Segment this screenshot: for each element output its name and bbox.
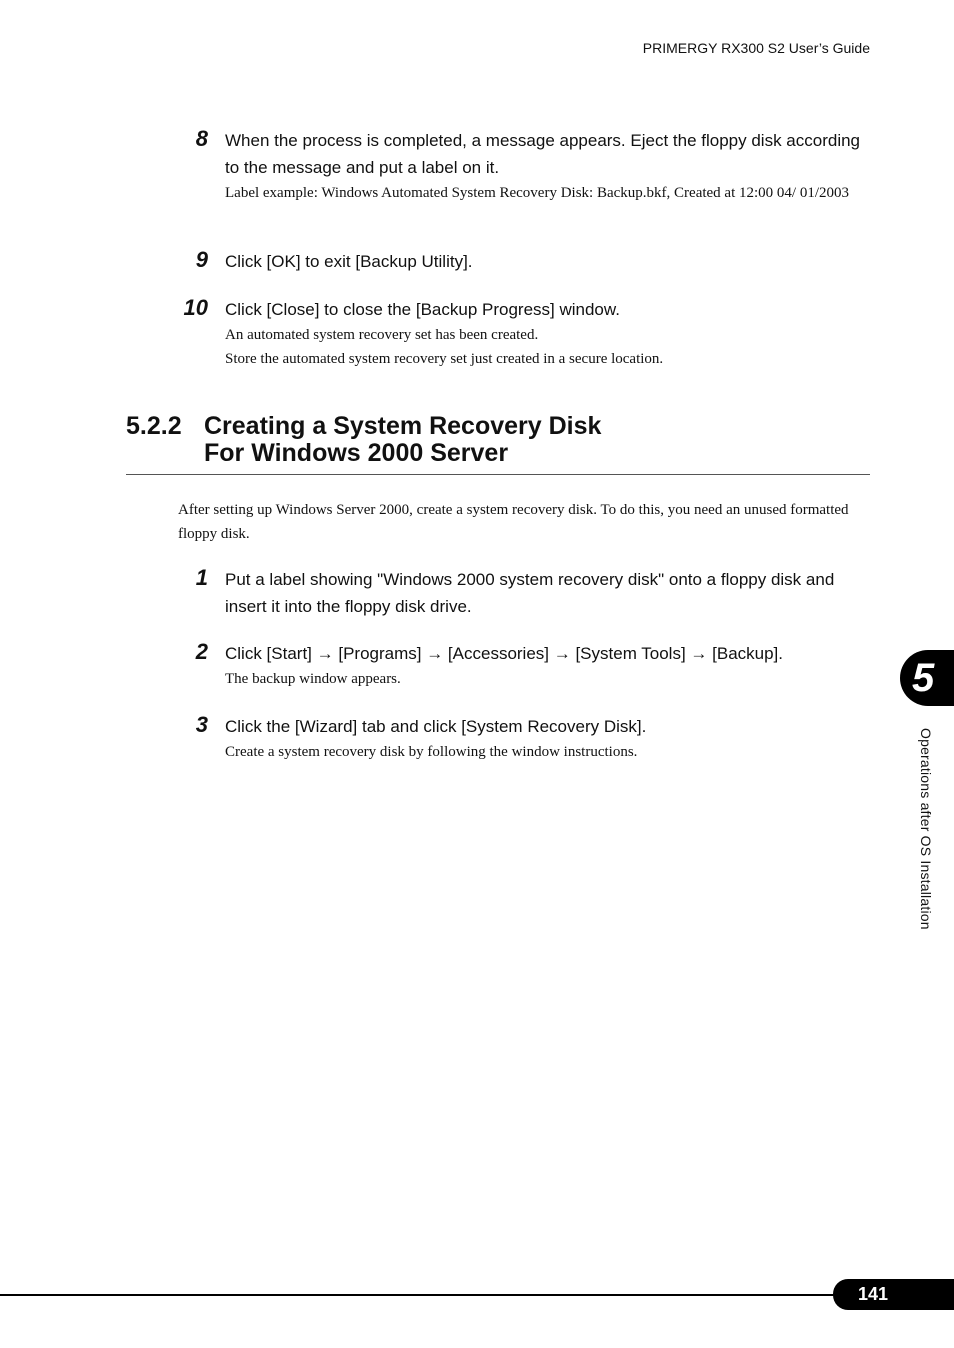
step-instruction: When the process is completed, a message appears. Eject the floppy disk according to the message and put a label on it. [225,131,861,177]
section-title-line-1: Creating a System Recovery Disk [204,412,602,440]
running-header: PRIMERGY RX300 S2 User’s Guide [642,40,870,56]
step-note: An automated system recovery set has been created. [225,327,539,343]
section-heading [126,413,870,467]
footer-rule [0,1294,840,1296]
step-9 [178,248,870,275]
step-number: 2 [195,639,208,664]
section-intro: After setting up Windows Server 2000, create a system recovery disk. To do this, you need an unused formatted floppy disk. [178,502,849,542]
chapter-number: 5 [912,656,935,700]
chapter-tab [900,650,954,706]
step-instruction: Click [Close] to close the [Backup Progress] window. [225,300,620,319]
step-instruction: Click [Start] → [Programs] → [Accessories] → [System Tools] → [Backup]. [225,644,784,663]
step-instruction: Click the [Wizard] tab and click [System Recovery Disk]. [225,717,647,736]
section-divider [126,474,870,475]
step-note: Store the automated system recovery set just created in a secure location. [225,351,664,367]
page-number: 141 [857,1284,889,1304]
step-number: 9 [195,247,208,272]
step-8 [178,127,870,205]
step-number: 1 [195,565,208,590]
page-number-badge [833,1279,954,1310]
step-instruction: Put a label showing "Windows 2000 system recovery disk" onto a floppy disk and insert it into the floppy disk drive. [225,570,835,616]
step-note: The backup window appears. [225,671,401,687]
section-number: 5.2.2 [126,412,182,440]
step-3 [178,713,870,764]
step-number: 3 [195,712,208,737]
chapter-side-label: Operations after OS Installation [918,728,934,930]
step-number: 8 [195,126,208,151]
step-1 [178,566,870,620]
step-10 [178,296,870,371]
step-2 [178,640,870,691]
section-title-line-2: For Windows 2000 Server [204,439,509,467]
step-instruction: Click [OK] to exit [Backup Utility]. [225,252,473,271]
step-number: 10 [183,295,208,320]
step-note: Create a system recovery disk by following the window instructions. [225,744,638,760]
step-note: Label example: Windows Automated System Recovery Disk: Backup.bkf, Created at 12:00 04/ 01/2003 [225,185,850,201]
